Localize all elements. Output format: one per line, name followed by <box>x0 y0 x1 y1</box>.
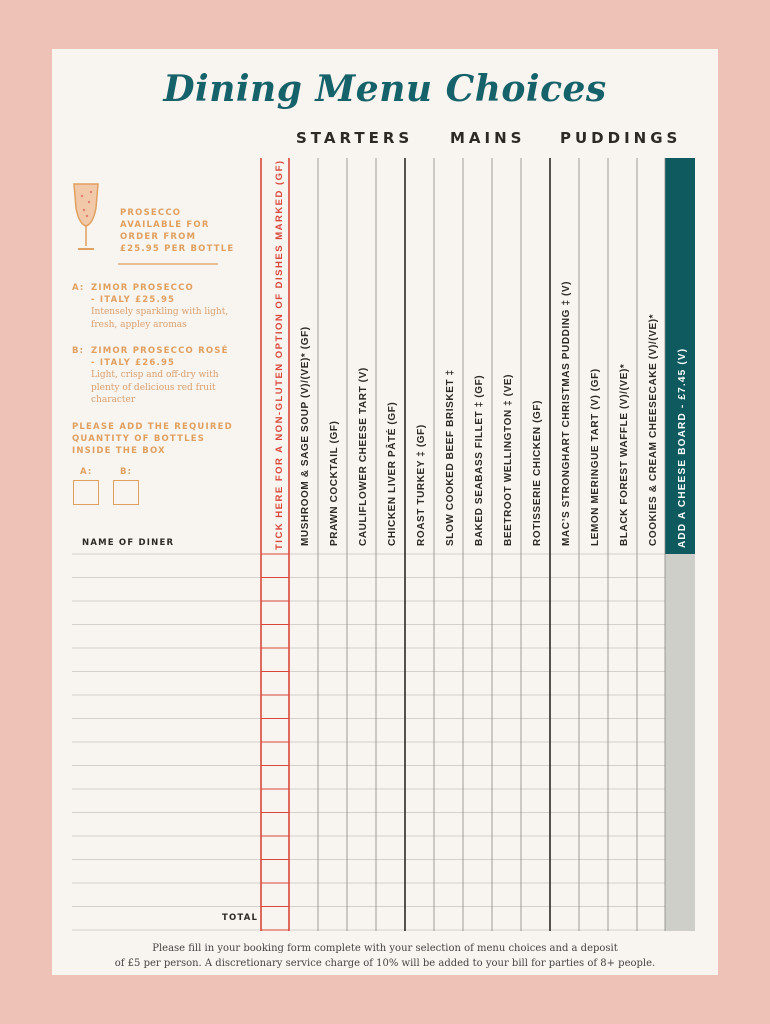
section-puddings: PUDDINGS <box>560 129 682 147</box>
box-b-label: B: <box>120 467 133 477</box>
section-mains: MAINS <box>450 129 526 147</box>
footer-note: Please fill in your booking form complete with your selection of menu choices and a deposit of £5 per person. A discretionary service charge of 10% will be added to your bill for parties of 8+ people. <box>114 943 656 969</box>
section-starters: STARTERS <box>296 129 414 147</box>
prosecco-option-b: ZIMOR PROSECCO ROSÉ - ITALY £26.95 Light, crisp and off-dry with plenty of delicious red fruit character <box>91 346 229 405</box>
name-of-diner-label: NAME OF DINER <box>82 538 175 548</box>
prosecco-option-a: ZIMOR PROSECCO - ITALY £25.95 Intensely sparkling with light, fresh, appley aromas <box>91 283 229 330</box>
cheese-board-column <box>665 554 695 931</box>
box-a-label: A: <box>80 467 93 477</box>
prosecco-available: PROSECCO AVAILABLE FOR ORDER FROM £25.95 PER BOTTLE <box>120 208 235 254</box>
total-label: TOTAL <box>222 913 259 923</box>
champagne-glass-icon <box>74 184 98 249</box>
prosecco-option-b-letter: B: <box>72 346 85 356</box>
prosecco-instruction: PLEASE ADD THE REQUIRED QUANTITY OF BOTTLES INSIDE THE BOX <box>72 422 233 456</box>
prosecco-b-quantity-box[interactable] <box>113 480 139 505</box>
page-title: Dining Menu Choices <box>163 68 607 110</box>
prosecco-a-quantity-box[interactable] <box>73 480 99 505</box>
prosecco-option-a-letter: A: <box>72 283 85 293</box>
